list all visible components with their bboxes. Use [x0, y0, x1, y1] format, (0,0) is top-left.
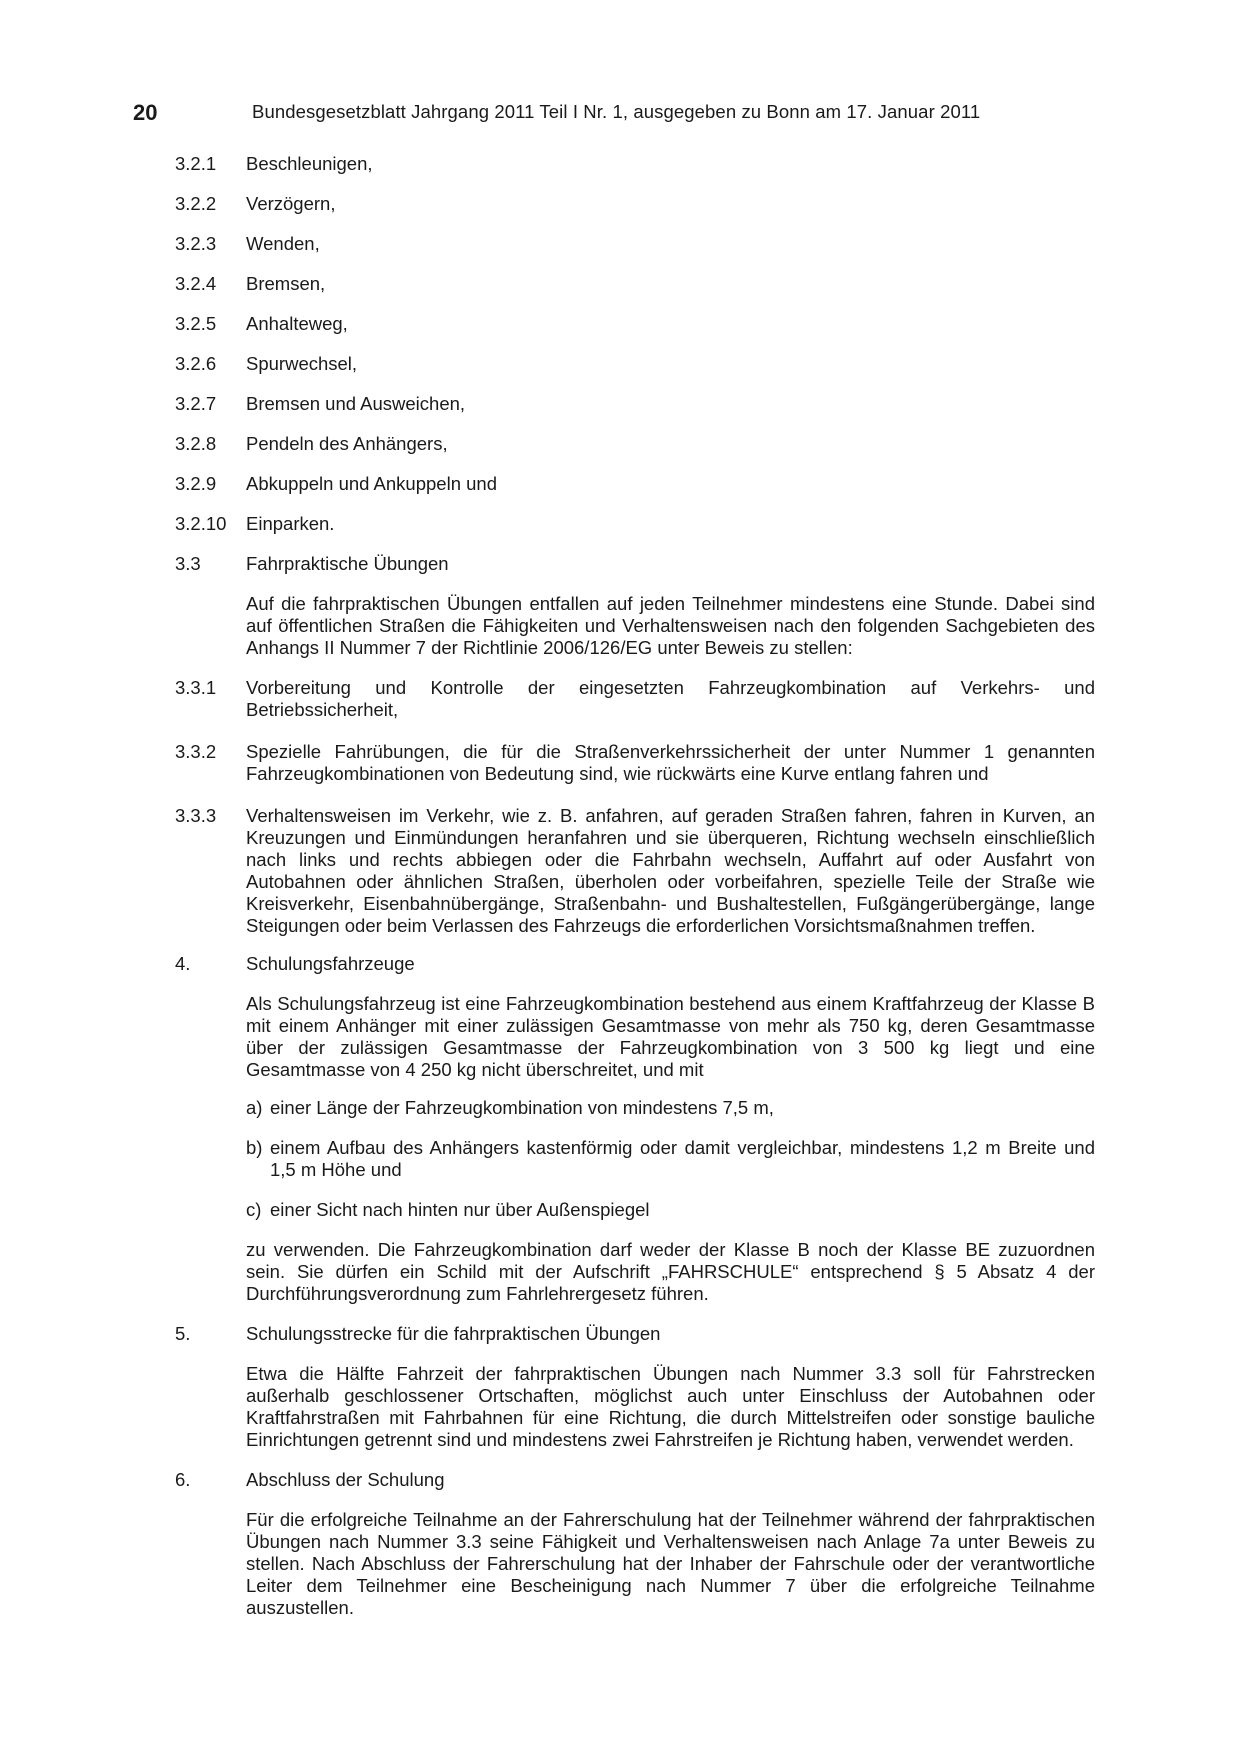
item-number: 3.2.10: [175, 513, 227, 534]
section-paragraph: Auf die fahrpraktischen Übungen entfallen auf jeden Teilnehmer mindestens eine Stunde. Dabei sind auf öffentlichen Straßen die Fähigkeiten und Verhaltensweisen nach den folgenden Sachgebieten des Anhangs II Nummer 7 der Richtlinie 2006/126/EG unter Beweis zu stellen:: [246, 593, 1095, 658]
list-item: [175, 233, 1095, 255]
section-number: 5.: [175, 1323, 191, 1344]
section-title: Schulungsstrecke für die fahrpraktischen Übungen: [246, 1323, 661, 1344]
section-paragraph: zu verwenden. Die Fahrzeugkombination darf weder der Klasse B noch der Klasse BE zuzuordnen sein. Sie dürfen ein Schild mit der Aufschrift „FAHRSCHULE“ entsprechend § 5 Absatz 4 der Durchführungsverordnung zum Fahrlehrergesetz führen.: [246, 1239, 1095, 1304]
item-text: Spezielle Fahrübungen, die für die Straßenverkehrssicherheit der unter Nummer 1 genannten Fahrzeugkombinationen von Bedeutung sind, wie rückwärts eine Kurve entlang fahren und: [246, 741, 1095, 784]
item-text: Bremsen,: [246, 273, 326, 294]
section-heading: [175, 953, 1095, 975]
item-number: 3.2.7: [175, 393, 217, 414]
item-number: 3.3.1: [175, 677, 217, 698]
item-number: 3.2.9: [175, 473, 217, 494]
item-number: 3.2.6: [175, 353, 217, 374]
item-text: Verhaltensweisen im Verkehr, wie z. B. anfahren, auf geraden Straßen fahren, fahren in Kurven, an Kreuzungen und Einmündungen heranfahren und sie überqueren, Richtung wechseln einschließlich nach links und rechts abbiegen oder die Fahrbahn wechseln, Auffahrt auf oder Ausfahrt von Autobahnen oder ähnlichen Straßen, überholen oder vorbeifahren, spezielle Teile der Straße wie Kreisverkehr, Eisenbahnübergänge, Straßenbahn- und Bushaltestellen, Fußgängerübergänge, lange Steigungen oder beim Verlassen des Fahrzeugs die erforderlichen Vorsichtsmaßnahmen treffen.: [246, 805, 1095, 936]
list-item: [175, 513, 1095, 535]
item-number: 3.2.8: [175, 433, 217, 454]
list-item: [175, 473, 1095, 495]
sub-item-label: c): [246, 1199, 262, 1220]
item-number: 3.2.2: [175, 193, 217, 214]
section-title: Schulungsfahrzeuge: [246, 953, 415, 974]
item-text: Anhalteweg,: [246, 313, 348, 334]
item-text: Verzögern,: [246, 193, 336, 214]
item-number: 3.2.5: [175, 313, 217, 334]
item-text: Einparken.: [246, 513, 335, 534]
list-item: [175, 273, 1095, 295]
section-heading: [175, 1323, 1095, 1345]
list-item: [175, 353, 1095, 375]
list-item: [175, 313, 1095, 335]
section-paragraph: Für die erfolgreiche Teilnahme an der Fahrerschulung hat der Teilnehmer während der fahrpraktischen Übungen nach Nummer 3.3 seine Fähigkeit und Verhaltensweisen nach Anlage 7a unter Beweis zu stellen. Nach Abschluss der Fahrerschulung hat der Inhaber der Fahrschule oder der verantwortliche Leiter dem Teilnehmer eine Bescheinigung nach Nummer 7 über die erfolgreiche Teilnahme auszustellen.: [246, 1509, 1095, 1618]
section-paragraph: Als Schulungsfahrzeug ist eine Fahrzeugkombination bestehend aus einem Kraftfahrzeug der Klasse B mit einem Anhänger mit einer zulässigen Gesamtmasse von mehr als 750 kg, deren Gesamtmasse über der zulässigen Gesamtmasse der Fahrzeugkombination von 3 500 kg liegt und eine Gesamtmasse von 4 250 kg nicht überschreitet, und mit: [246, 993, 1095, 1080]
section-number: 4.: [175, 953, 191, 974]
sub-item: [246, 1137, 1095, 1181]
list-item: [175, 193, 1095, 215]
list-item: [175, 393, 1095, 415]
sub-item: [246, 1097, 1095, 1119]
page-header: Bundesgesetzblatt Jahrgang 2011 Teil I Nr. 1, ausgegeben zu Bonn am 17. Januar 2011: [252, 101, 981, 122]
sub-item-text: einem Aufbau des Anhängers kastenförmig oder damit vergleichbar, mindestens 1,2 m Breite und 1,5 m Höhe und: [270, 1137, 1095, 1180]
sub-item-label: a): [246, 1097, 263, 1118]
item-text: Wenden,: [246, 233, 320, 254]
item-text: Abkuppeln und Ankuppeln und: [246, 473, 497, 494]
item-number: 3.2.3: [175, 233, 217, 254]
section-number: 6.: [175, 1469, 191, 1490]
item-number: 3.2.1: [175, 153, 217, 174]
section-paragraph: Etwa die Hälfte Fahrzeit der fahrpraktischen Übungen nach Nummer 3.3 soll für Fahrstrecken außerhalb geschlossener Ortschaften, möglichst auch unter Einschluss der Autobahnen oder Kraftfahrstraßen mit Fahrbahnen für eine Richtung, die durch Mittelstreifen oder sonstige bauliche Einrichtungen getrennt sind und mindestens zwei Fahrstreifen je Richtung haben, verwendet werden.: [246, 1363, 1095, 1450]
sub-item-text: einer Länge der Fahrzeugkombination von mindestens 7,5 m,: [270, 1097, 774, 1118]
list-item: [175, 433, 1095, 455]
item-number: 3.3.2: [175, 741, 217, 762]
list-item: [175, 677, 1095, 721]
list-item: [175, 153, 1095, 175]
sub-item-text: einer Sicht nach hinten nur über Außenspiegel: [270, 1199, 650, 1220]
list-item: [175, 741, 1095, 785]
item-text: Beschleunigen,: [246, 153, 373, 174]
section-heading: [175, 1469, 1095, 1491]
page-number: 20: [133, 100, 158, 125]
section-heading: [175, 553, 1095, 575]
section-title: Abschluss der Schulung: [246, 1469, 445, 1490]
item-number: 3.3.3: [175, 805, 217, 826]
section-title: Fahrpraktische Übungen: [246, 553, 449, 574]
item-number: 3.2.4: [175, 273, 217, 294]
section-number: 3.3: [175, 553, 201, 574]
sub-item: [246, 1199, 1095, 1221]
item-text: Vorbereitung und Kontrolle der eingesetzten Fahrzeugkombination auf Verkehrs- und Betriebssicherheit,: [246, 677, 1095, 720]
list-item: [175, 805, 1095, 937]
item-text: Bremsen und Ausweichen,: [246, 393, 466, 414]
item-text: Pendeln des Anhängers,: [246, 433, 448, 454]
sub-item-label: b): [246, 1137, 263, 1158]
item-text: Spurwechsel,: [246, 353, 358, 374]
